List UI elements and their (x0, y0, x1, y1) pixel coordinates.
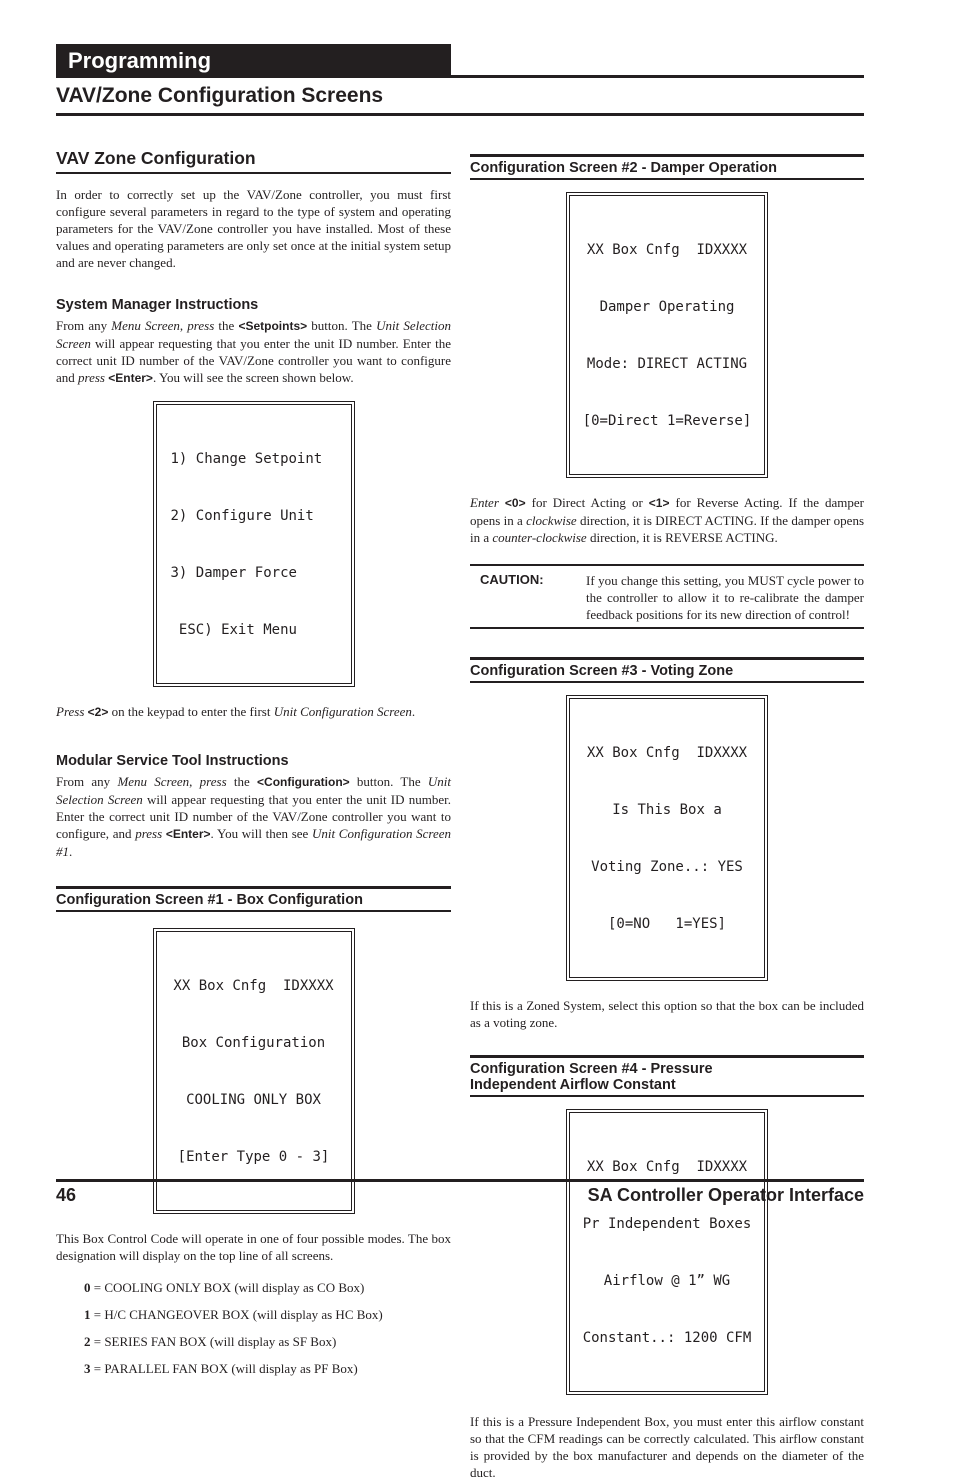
mst-paragraph: From any Menu Screen, press the <Configuration> button. The Unit Selection Screen will appear requesting that you enter the unit ID number. Enter the correct unit ID number of the VAV/Zone controller you want to configure, and press <Enter>. You will then see Unit Configuration Screen #1. (56, 774, 452, 859)
vav-zone-heading: VAV Zone Configuration (56, 148, 451, 174)
enter-key: <Enter> (108, 371, 153, 385)
footer-rule (56, 1179, 864, 1182)
system-manager-heading: System Manager Instructions (56, 297, 259, 313)
lcd-line: COOLING ONLY BOX (186, 1092, 321, 1108)
lcd-line: XX Box Cnfg IDXXXX (586, 242, 748, 258)
caution-box (470, 564, 864, 629)
lcd-line: Pr Independent Boxes (582, 1216, 752, 1232)
lcd-line: 2) Configure Unit (170, 508, 314, 524)
list-item: 2 = SERIES FAN BOX (will display as SF Box) (84, 1334, 337, 1349)
page-number: 46 (56, 1185, 77, 1205)
page-title: VAV/Zone Configuration Screens (56, 84, 384, 107)
lcd-line: Damper Operating (599, 299, 735, 315)
footer-title: SA Controller Operator Interface (587, 1185, 864, 1205)
list-item: 3 = PARALLEL FAN BOX (will display as PF Box) (84, 1361, 358, 1376)
lcd-line: Is This Box a (612, 802, 722, 818)
lcd-line: Mode: DIRECT ACTING (586, 356, 748, 372)
lcd-line: XX Box Cnfg IDXXXX (586, 745, 748, 761)
section-band (56, 44, 451, 77)
screen2-description: Enter <0> for Direct Acting or <1> for Reverse Acting. If the damper opens in a clockwise direction, it is DIRECT ACTING. If the damper opens in a counter-clockwise direction, it is REVERSE ACTING. (470, 495, 864, 545)
system-manager-paragraph: From any Menu Screen, press the <Setpoints> button. The Unit Selection Screen will appear requesting that you enter the unit ID number. Enter the correct unit ID number of the VAV/Zone controller you want to configure and press <Enter>. You will see the screen shown below. (56, 318, 451, 385)
press-2-paragraph: Press <2> on the keypad to enter the first Unit Configuration Screen. (56, 704, 416, 719)
screen3-heading: Configuration Screen #3 - Voting Zone (470, 657, 864, 683)
lcd-line: [Enter Type 0 - 3] (177, 1149, 330, 1165)
caution-label: CAUTION: (480, 572, 544, 587)
key-0: <0> (504, 496, 526, 510)
lcd-line: XX Box Cnfg IDXXXX (586, 1159, 748, 1175)
lcd-line: [0=Direct 1=Reverse] (582, 413, 752, 429)
lcd-line: ESC) Exit Menu (170, 622, 297, 638)
key-1: <1> (648, 496, 670, 510)
screen3-description: If this is a Zoned System, select this option so that the box can be included as a voting zone. (470, 998, 864, 1030)
lcd-line: Voting Zone..: YES (591, 859, 743, 875)
lcd-line: XX Box Cnfg IDXXXX (173, 978, 334, 994)
modular-service-tool-heading: Modular Service Tool Instructions (56, 753, 289, 769)
title-rule (56, 113, 864, 116)
intro-paragraph: In order to correctly set up the VAV/Zone controller, you must first configure several parameters in regard to the type of system and operating parameters for the VAV/Zone controller you have installed. Most of these values and operating parameters are only set once at the initial system setup and are never changed. (56, 187, 451, 270)
screen1-heading: Configuration Screen #1 - Box Configuration (56, 886, 451, 912)
lcd-line: Box Configuration (181, 1035, 326, 1051)
screen4-lcd-display (566, 1109, 768, 1395)
screen2-lcd-display (566, 192, 768, 478)
screen4-heading: Configuration Screen #4 - Pressure Independent Airflow Constant (470, 1055, 864, 1097)
setpoints-key: <Setpoints> (238, 319, 308, 333)
right-column (470, 148, 864, 1481)
lcd-line: Airflow @ 1” WG (603, 1273, 731, 1289)
left-column (56, 148, 451, 1388)
menu-lcd-display (153, 401, 355, 687)
list-item: 1 = H/C CHANGEOVER BOX (will display as HC Box) (84, 1307, 383, 1322)
key-2: <2> (87, 705, 109, 719)
caution-text: If you change this setting, you MUST cycle power to the controller to allow it to re-calibrate the damper feedback positions for its new direction of control! (586, 573, 864, 622)
enter-key: <Enter> (165, 827, 211, 841)
lcd-line: 1) Change Setpoint (170, 451, 323, 467)
screen2-heading: Configuration Screen #2 - Damper Operation (470, 154, 864, 180)
header-rule (56, 75, 864, 78)
screen1-description: This Box Control Code will operate in one of four possible modes. The box designation will display on the top line of all screens. (56, 1231, 451, 1263)
box-type-list (56, 1280, 451, 1388)
screen4-description: If this is a Pressure Independent Box, you must enter this airflow constant so that the CFM readings can be correctly calculated. This airflow constant is provided by the box manufacturer and depends on the diameter of the duct. (470, 1414, 864, 1480)
list-item: 0 = COOLING ONLY BOX (will display as CO Box) (84, 1280, 365, 1295)
lcd-line: Constant..: 1200 CFM (582, 1330, 752, 1346)
section-title: Programming (68, 48, 212, 73)
lcd-line: 3) Damper Force (170, 565, 297, 581)
screen1-lcd-display (153, 928, 355, 1214)
configuration-key: <Configuration> (257, 775, 350, 789)
screen3-lcd-display (566, 695, 768, 981)
lcd-line: [0=NO 1=YES] (607, 916, 726, 932)
